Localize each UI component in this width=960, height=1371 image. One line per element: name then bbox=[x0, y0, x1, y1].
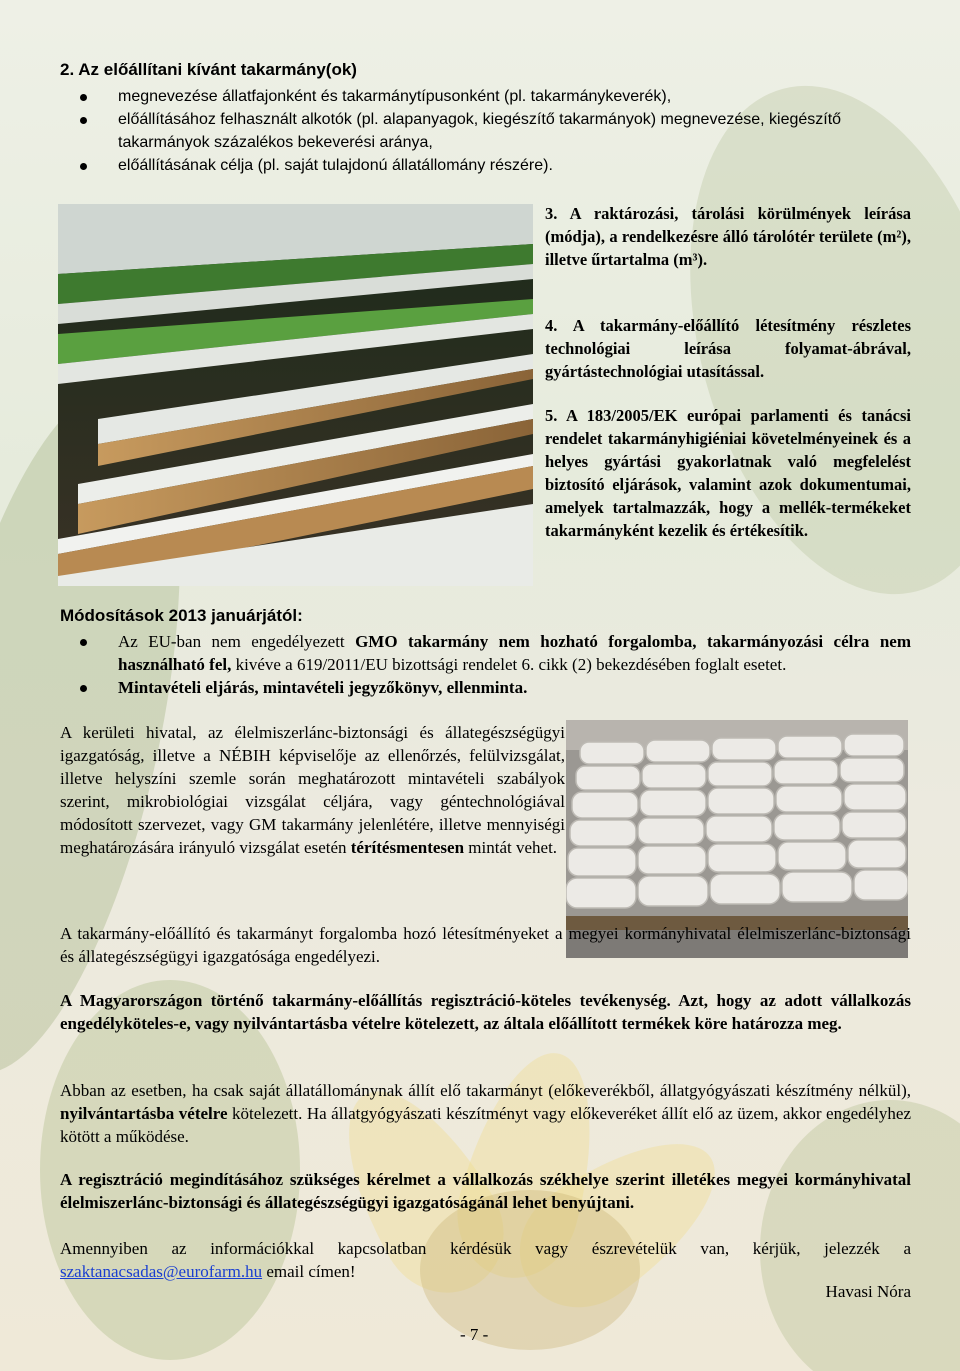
list-item: Az EU-ban nem engedélyezett GMO takarmány nem hozható forgalomba, takarmányozási célra nem használható fel, kivéve a 619/2011/EU bizottsági rendelet 6. cikk (2) bekezdésében foglalt esetet. bbox=[60, 630, 911, 676]
email-link[interactable]: szaktanacsadas@eurofarm.hu bbox=[60, 1262, 263, 1281]
office-paragraph: A kerületi hivatal, az élelmiszerlánc-biztonsági és állategészségügyi igazgatóság, illetve a NÉBIH képviselője az ellenőrzés, felülvizsgálat, illetve helyszíni szemle során meghatározott mintavételi szabályok szerint, mikrobiológiai vizsgálat céljára, vagy géntechnológiával módosított szervezet, vagy GM takarmány jelenlétére, illetve mennyiségi meghatározására irányuló vizsgálat esetén térítésmentesen mintát vehet. bbox=[60, 723, 565, 857]
own-livestock-paragraph: Abban az esetben, ha csak saját állatállománynak állít elő takarmányt (előkeverékből, állatgyógyászati készítmény nélkül), nyilvántartásba vételre kötelezett. Ha állatgyógyászati készítményt vagy előkeveréket állít elő az üzem, akkor engedélyhez kötött a működése. bbox=[60, 1081, 911, 1146]
section-5-text: 5. A 183/2005/EK európai parlamenti és tanácsi rendelet takarmányhigiéniai követelményeinek és a helyes gyártási gyakorlatnak való megfelelést biztosító eljárások, valamint azok dokumentumai, amelyek tartalmazzák, hogy a mellék-termékeket takarmányként kezelik és értékesítik. bbox=[545, 406, 911, 540]
section-3-text: 3. A raktározási, tárolási körülmények leírása (módja), a rendelkezésre álló tárolótér területe (m²), illetve űrtartalma (m³). bbox=[545, 204, 911, 269]
list-item: Mintavételi eljárás, mintavételi jegyzőkönyv, ellenminta. bbox=[60, 676, 911, 699]
list-item: előállításához felhasznált alkotók (pl. alapanyagok, kiegészítő takarmányok) megnevezése, kiegészítő takarmányok százalékos bekeverési aránya, bbox=[60, 108, 911, 154]
section-4-text: 4. A takarmány-előállító létesítmény részletes technológiai leírása folyamat-ábrával, gyártástechnológiai utasítással. bbox=[545, 316, 911, 381]
signature: Havasi Nóra bbox=[825, 1282, 911, 1301]
bullet-icon bbox=[80, 117, 87, 124]
approval-paragraph: A takarmány-előállító és takarmányt forgalomba hozó létesítményeket a megyei kormányhivatal élelmiszerlánc-biztonsági és állategészségügyi igazgatósága engedélyezi. bbox=[60, 924, 911, 966]
modifications-list bbox=[60, 630, 911, 699]
list-item: előállításának célja (pl. saját tulajdonú állatállomány részére). bbox=[60, 154, 911, 177]
list-item: megnevezése állatfajonként és takarmánytípusonként (pl. takarmánykeverék), bbox=[60, 85, 911, 108]
request-paragraph: A regisztráció megindításához szükséges kérelmet a vállalkozás székhelye szerint illetékes megyei kormányhivatal élelmiszerlánc-biztonsági és állategészségügyi igazgatóságánál lehet benyújtani. bbox=[60, 1170, 911, 1212]
modifications-heading: Módosítások 2013 januárjától: bbox=[60, 606, 303, 625]
registration-paragraph: A Magyarországon történő takarmány-előállítás regisztráció-köteles tevékenység. Azt, hogy az adott vállalkozás engedélyköteles-e, vagy nyilvántartásba vételre kötelezett, az általa előállított termékek köre határozza meg. bbox=[60, 991, 911, 1033]
seed-trays-photo bbox=[58, 204, 533, 586]
bullet-icon bbox=[80, 639, 87, 646]
bullet-icon bbox=[80, 94, 87, 101]
section-2-heading: 2. Az előállítani kívánt takarmány(ok) bbox=[60, 60, 357, 79]
section-2-list bbox=[60, 85, 911, 177]
contact-paragraph: Amennyiben az információkkal kapcsolatban kérdésük vagy észrevételük van, kérjük, jelezzék a szaktanacsadas@eurofarm.hu email címen! bbox=[60, 1239, 911, 1281]
bullet-icon bbox=[80, 685, 87, 692]
bullet-icon bbox=[80, 163, 87, 170]
page-number: - 7 - bbox=[460, 1325, 489, 1344]
